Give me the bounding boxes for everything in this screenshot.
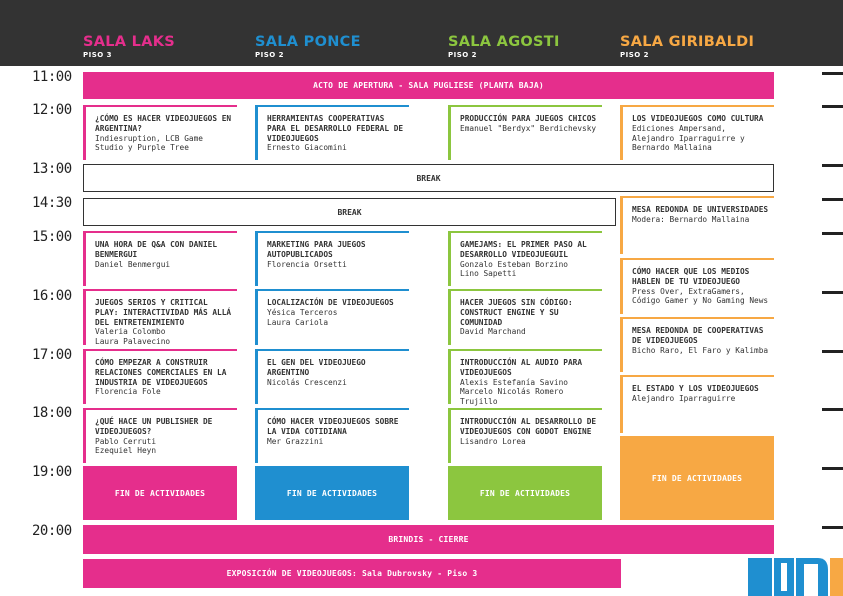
end-activities-agosti: FIN DE ACTIVIDADES [448, 466, 602, 520]
session-card[interactable] [448, 105, 602, 160]
session-title: EL GEN DEL VIDEOJUEGO ARGENTINO [267, 358, 366, 377]
session-speakers: Pablo Cerruti Ezequiel Heyn [95, 436, 157, 456]
room-name: SALA LAKS [83, 34, 176, 50]
session-title: MESA REDONDA DE COOPERATIVAS DE VIDEOJUEGOS [632, 326, 764, 345]
session-card[interactable] [83, 349, 237, 404]
session-card[interactable] [83, 231, 237, 286]
room-name: SALA PONCE [255, 34, 361, 50]
session-card[interactable] [255, 349, 409, 404]
break-bar: BREAK [83, 164, 774, 192]
session-speakers: Ernesto Giacomini [267, 143, 347, 153]
time-tick [822, 72, 843, 75]
room-floor: PISO 2 [448, 51, 478, 59]
time-label: 12:00 [32, 102, 72, 118]
room-giribaldi-header [620, 34, 754, 60]
time-tick [822, 105, 843, 108]
session-card[interactable] [83, 289, 237, 345]
time-tick [822, 350, 843, 353]
time-label: 14:30 [32, 195, 72, 211]
room-laks-header [83, 34, 175, 60]
time-tick [822, 526, 843, 529]
session-card[interactable] [620, 375, 774, 433]
session-speakers: Yésica Terceros Laura Cariola [267, 307, 338, 327]
session-card[interactable] [620, 196, 774, 254]
time-tick [822, 408, 843, 411]
session-title: INTRODUCCIÓN AL DESARROLLO DE VIDEOJUEGOS CON GODOT ENGINE [460, 417, 597, 436]
time-label: 18:00 [32, 405, 72, 421]
opening-bar: ACTO DE APERTURA - SALA PUGLIESE (PLANTA BAJA) [83, 72, 774, 99]
time-tick [822, 291, 843, 294]
session-title: CÓMO HACER QUE LOS MEDIOS HABLEN DE TU VIDEOJUEGO [632, 267, 750, 286]
time-tick [822, 467, 843, 470]
session-card[interactable] [255, 105, 409, 160]
session-title: LOCALIZACIÓN DE VIDEOJUEGOS [267, 298, 394, 307]
session-card[interactable] [255, 289, 409, 345]
time-tick [822, 198, 843, 201]
session-speakers: Press Over, ExtraGamers, Código Gamer y No Gaming News [632, 286, 769, 306]
session-speakers: Mer Grazzini [267, 436, 324, 446]
end-activities-giribaldi: FIN DE ACTIVIDADES [620, 436, 774, 520]
event-logo-icon [748, 558, 843, 596]
session-title: JUEGOS SERIOS Y CRITICAL PLAY: INTERACTIVIDAD MÁS ALLÁ DEL ENTRETENIMIENTO [95, 298, 232, 327]
session-title: HERRAMIENTAS COOPERATIVAS PARA EL DESARROLLO FEDERAL DE VIDEOJUEGOS [267, 114, 404, 143]
session-title: ¿CÓMO ES HACER VIDEOJUEGOS EN ARGENTINA? [95, 114, 232, 133]
session-speakers: Alejandro Iparraguirre [632, 393, 736, 403]
session-card[interactable] [448, 408, 602, 463]
session-card[interactable] [83, 105, 237, 160]
time-label: 13:00 [32, 161, 72, 177]
session-speakers: Ediciones Ampersand, Alejandro Iparraguirre y Bernardo Mallaina [632, 123, 745, 153]
session-card[interactable] [448, 289, 602, 345]
end-activities-laks: FIN DE ACTIVIDADES [83, 466, 237, 520]
session-speakers: Nicolás Crescenzi [267, 377, 347, 387]
session-title: LOS VIDEOJUEGOS COMO CULTURA [632, 114, 764, 123]
session-speakers: Florencia Orsetti [267, 259, 347, 269]
session-card[interactable] [620, 317, 774, 372]
session-speakers: David Marchand [460, 327, 526, 337]
session-title: INTRODUCCIÓN AL AUDIO PARA VIDEOJUEGOS [460, 358, 583, 377]
session-speakers: Lisandro Lorea [460, 436, 526, 446]
session-speakers: Emanuel "Berdyx" Berdichevsky [460, 123, 597, 133]
break-bar: BREAK [83, 198, 616, 226]
room-floor: PISO 2 [620, 51, 650, 59]
time-label: 20:00 [32, 523, 72, 539]
session-speakers: Florencia Fole [95, 387, 161, 397]
session-title: CÓMO EMPEZAR A CONSTRUIR RELACIONES COMERCIALES EN LA INDUSTRIA DE VIDEOJUEGOS [95, 358, 227, 387]
time-label: 17:00 [32, 347, 72, 363]
session-card[interactable] [620, 105, 774, 160]
time-label: 11:00 [32, 69, 72, 85]
session-card[interactable] [83, 408, 237, 463]
session-card[interactable] [448, 349, 602, 407]
session-speakers: Valeria Colombo Laura Palavecino [95, 327, 171, 347]
closing-toast-bar: BRINDIS - CIERRE [83, 525, 774, 554]
room-agosti-header [448, 34, 560, 60]
session-title: MARKETING PARA JUEGOS AUTOPUBLICADOS [267, 240, 366, 259]
time-label: 16:00 [32, 288, 72, 304]
session-title: UNA HORA DE Q&A CON DANIEL BENMERGUI [95, 240, 218, 259]
session-speakers: Gonzalo Esteban Borzino Lino Sapetti [460, 259, 568, 279]
session-title: GAMEJAMS: EL PRIMER PASO AL DESARROLLO VIDEOJUEGUIL [460, 240, 587, 259]
session-title: MESA REDONDA DE UNIVERSIDADES [632, 205, 769, 214]
session-speakers: Alexis Estefanía Savino Marcelo Nicolás Romero Trujillo [460, 377, 568, 407]
session-speakers: Indiesruption, LCB Game Studio y Purple Tree [95, 133, 203, 153]
end-activities-ponce: FIN DE ACTIVIDADES [255, 466, 409, 520]
time-tick [822, 164, 843, 167]
session-card[interactable] [448, 231, 602, 286]
session-speakers: Bicho Raro, El Faro y Kalimba [632, 345, 769, 355]
session-speakers: Modera: Bernardo Mallaina [632, 214, 750, 224]
time-tick [822, 232, 843, 235]
session-title: CÓMO HACER VIDEOJUEGOS SOBRE LA VIDA COTIDIANA [267, 417, 399, 436]
expo-bar: EXPOSICIÓN DE VIDEOJUEGOS: Sala Dubrovsky - Piso 3 [83, 559, 621, 588]
session-card[interactable] [255, 231, 409, 286]
time-label: 19:00 [32, 464, 72, 480]
session-title: PRODUCCIÓN PARA JUEGOS CHICOS [460, 114, 597, 123]
room-floor: PISO 3 [83, 51, 113, 59]
session-card[interactable] [255, 408, 409, 463]
room-floor: PISO 2 [255, 51, 285, 59]
session-title: ¿QUÉ HACE UN PUBLISHER DE VIDEOJUEGOS? [95, 417, 213, 436]
room-name: SALA GIRIBALDI [620, 34, 755, 50]
session-card[interactable] [620, 258, 774, 314]
session-speakers: Daniel Benmergui [95, 259, 171, 269]
room-name: SALA AGOSTI [448, 34, 560, 50]
session-title: EL ESTADO Y LOS VIDEOJUEGOS [632, 384, 759, 393]
session-title: HACER JUEGOS SIN CÓDIGO: CONSTRUCT ENGINE Y SU COMUNIDAD [460, 298, 573, 327]
room-ponce-header [255, 34, 361, 60]
time-label: 15:00 [32, 229, 72, 245]
